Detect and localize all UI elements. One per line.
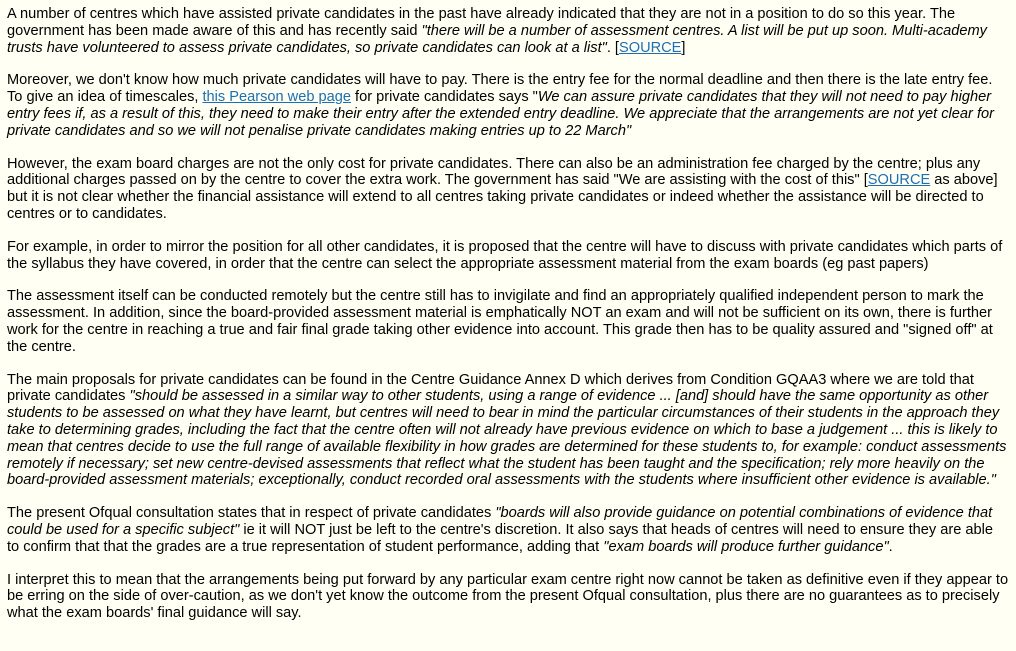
paragraph-interpretation [7,572,1009,622]
paragraph-syllabus-discussion [7,239,1009,273]
quote-span: "exam boards will produce further guidance" [603,538,889,555]
text-span: The present Ofqual consultation states that in respect of private candidates [7,505,496,522]
text-span: . [ [606,39,619,56]
article-body [7,6,1009,622]
text-span: ] [681,39,686,56]
source-link[interactable]: SOURCE [867,172,931,189]
text-span: for private candidates says " [350,89,538,106]
text-span: I interpret this to mean that the arrangements being put forward by any particular exam centre right now cannot be taken as definitive even if they appear to be erring on the side of over-caution, as we don't yet know the outcome from the present Ofqual consultation, plus there are no guarantees as to precisely what the exam boards' final guidance will say. [7,571,1009,622]
text-span: ie it will NOT just be left to the centre's discretion. It also says that heads of centres will need to ensure they are able to confirm that that the grades are a true representation of student performance, adding that [7,521,993,555]
paragraph-assessment-centres [7,6,1009,56]
paragraph-entry-fees [7,72,1009,139]
paragraph-admin-costs [7,156,1009,223]
text-span: For example, in order to mirror the position for all other candidates, it is proposed that the centre will have to discuss with private candidates which parts of the syllabus they have covered, in order that the centre can select the appropriate assessment material from the exam boards (eg past papers) [7,238,1003,272]
text-span: as above] but it is not clear whether the financial assistance will extend to all centres taking private candidates or indeed whether the assistance will be directed to centres or to candidates. [7,172,998,222]
text-span: The main proposals for private candidates can be found in the Centre Guidance Annex D which derives from Condition GQAA3 where we are told that private candidates [7,371,974,405]
text-span: The assessment itself can be conducted remotely but the centre still has to invigilate and find an appropriately qualified independent person to mark the assessment. In addition, since the board-provided assessment material is emphatically NOT an exam and will not be sufficient on its own, there is further work for the centre in reaching a true and fair final grade taking other evidence into account. This grade then has to be quality assured and "signed off" at the centre. [7,288,993,355]
source-link[interactable]: SOURCE [618,39,682,56]
text-span: . [888,538,893,555]
text-span: However, the exam board charges are not the only cost for private candidates. There can also be an administration fee charged by the centre; plus any additional charges passed on by the centre to cover the extra work. The government has said "We are assisting with the cost of this" [ [7,155,981,189]
quote-span: "there will be a number of assessment centres. A list will be put up soon. Multi-academy trusts have volunteered to assess private candidates, so private candidates can look at a list" [7,22,987,56]
paragraph-ofqual-consultation [7,505,1009,555]
paragraph-centre-guidance [7,372,1009,490]
quote-span: We can assure private candidates that they will not need to pay higher entry fees if, as a result of this, they need to make their entry after the extended entry deadline. We appreciate that the arrangements are not yet clear for private candidates and so we will not penalise private candidates making entries up to 22 March" [7,89,994,139]
quote-span: "should be assessed in a similar way to other students, using a range of evidence ... [and] should have the same opportunity as other students to be assessed on what they have learnt, but centres will need to bear in mind the particular circumstances of their students in the approach they take to determining grades, including the fact that the centre often will not already have previous evidence on which to base a judgement ... this is likely to mean that centres decide to use the full range of available flexibility in how grades are determined for these students to, for example: conduct assessments remotely if necessary; set new centre-devised assessments that reflect what the student has been taught and the specification; rely more heavily on the board-provided assessment materials; exceptionally, conduct recorded oral assessments with the students where insufficient other evidence is available." [7,388,1007,489]
text-span: A number of centres which have assisted private candidates in the past have already indicated that they are not in a position to do so this year. The government has been made aware of this and has recently said [7,6,956,39]
pearson-web-page-link[interactable]: this Pearson web page [202,89,351,106]
text-span: Moreover, we don't know how much private candidates will have to pay. There is the entry fee for the normal deadline and then there is the late entry fee. To give an idea of timescales, [7,72,993,106]
paragraph-remote-assessment [7,288,1009,355]
quote-span: "boards will also provide guidance on potential combinations of evidence that could be used for a specific subject" [7,505,993,538]
